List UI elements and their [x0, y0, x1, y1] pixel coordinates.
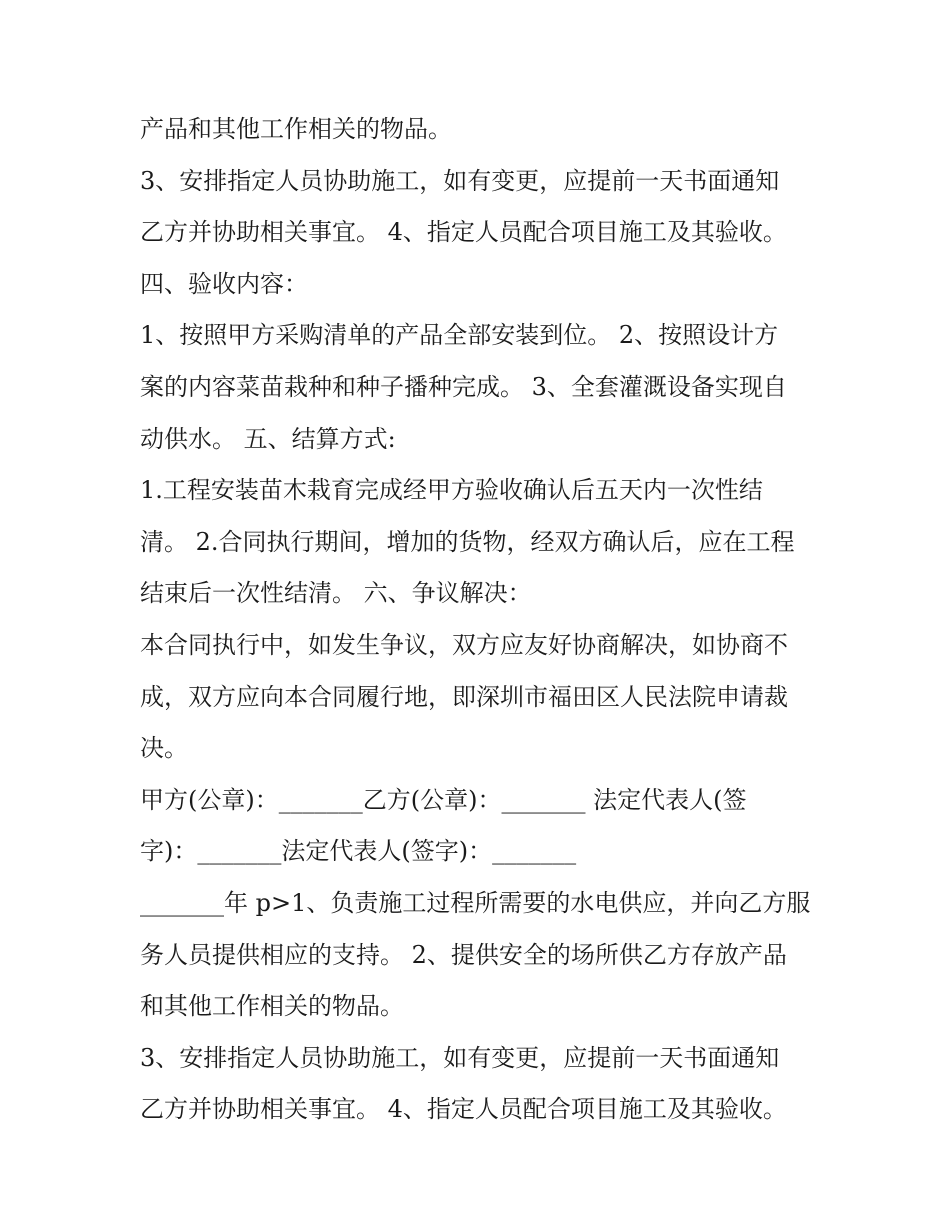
text-line: 本合同执行中，如发生争议，双方应友好协商解决，如协商不	[140, 630, 788, 659]
text-line: 案的内容菜苗栽种和种子播种完成。 3、全套灌溉设备实现自	[140, 372, 787, 401]
text-line: 动供水。 五、结算方式:	[140, 424, 396, 453]
text-line: 清。 2.合同执行期间，增加的货物，经双方确认后，应在工程	[140, 527, 795, 556]
text-line: 结束后一次性结清。 六、争议解决：	[140, 579, 532, 608]
text-line: 乙方并协助相关事宜。 4、指定人员配合项目施工及其验收。	[140, 1095, 787, 1124]
text-line: 乙方并协助相关事宜。 4、指定人员配合项目施工及其验收。	[140, 218, 787, 247]
text-line: 务人员提供相应的支持。 2、提供安全的场所供乙方存放产品	[140, 940, 787, 969]
text-line: 成，双方应向本合同履行地，即深圳市福田区人民法院申请裁	[140, 682, 788, 711]
text-line: _______年 p>1、负责施工过程所需要的水电供应，并向乙方服	[140, 888, 811, 917]
text-line: 3、安排指定人员协助施工，如有变更，应提前一天书面通知	[140, 1043, 780, 1072]
text-line: 3、安排指定人员协助施工，如有变更，应提前一天书面通知	[140, 166, 780, 195]
text-line: 和其他工作相关的物品。	[140, 992, 404, 1021]
text-line: 1、按照甲方采购清单的产品全部安装到位。 2、按照设计方	[140, 321, 779, 350]
signature-line-party-a-b: 甲方(公章)：_______乙方(公章)：_______ 法定代表人(签	[140, 785, 747, 814]
text-line: 决。	[140, 734, 188, 763]
section-heading-acceptance: 四、验收内容：	[140, 269, 308, 298]
text-line: 产品和其他工作相关的物品。	[140, 115, 452, 143]
text-line: 1.工程安装苗木栽育完成经甲方验收确认后五天内一次性结	[140, 476, 763, 505]
signature-line-representatives: 字)：_______法定代表人(签字)：_______	[140, 837, 577, 866]
contract-body-text	[140, 104, 830, 1136]
